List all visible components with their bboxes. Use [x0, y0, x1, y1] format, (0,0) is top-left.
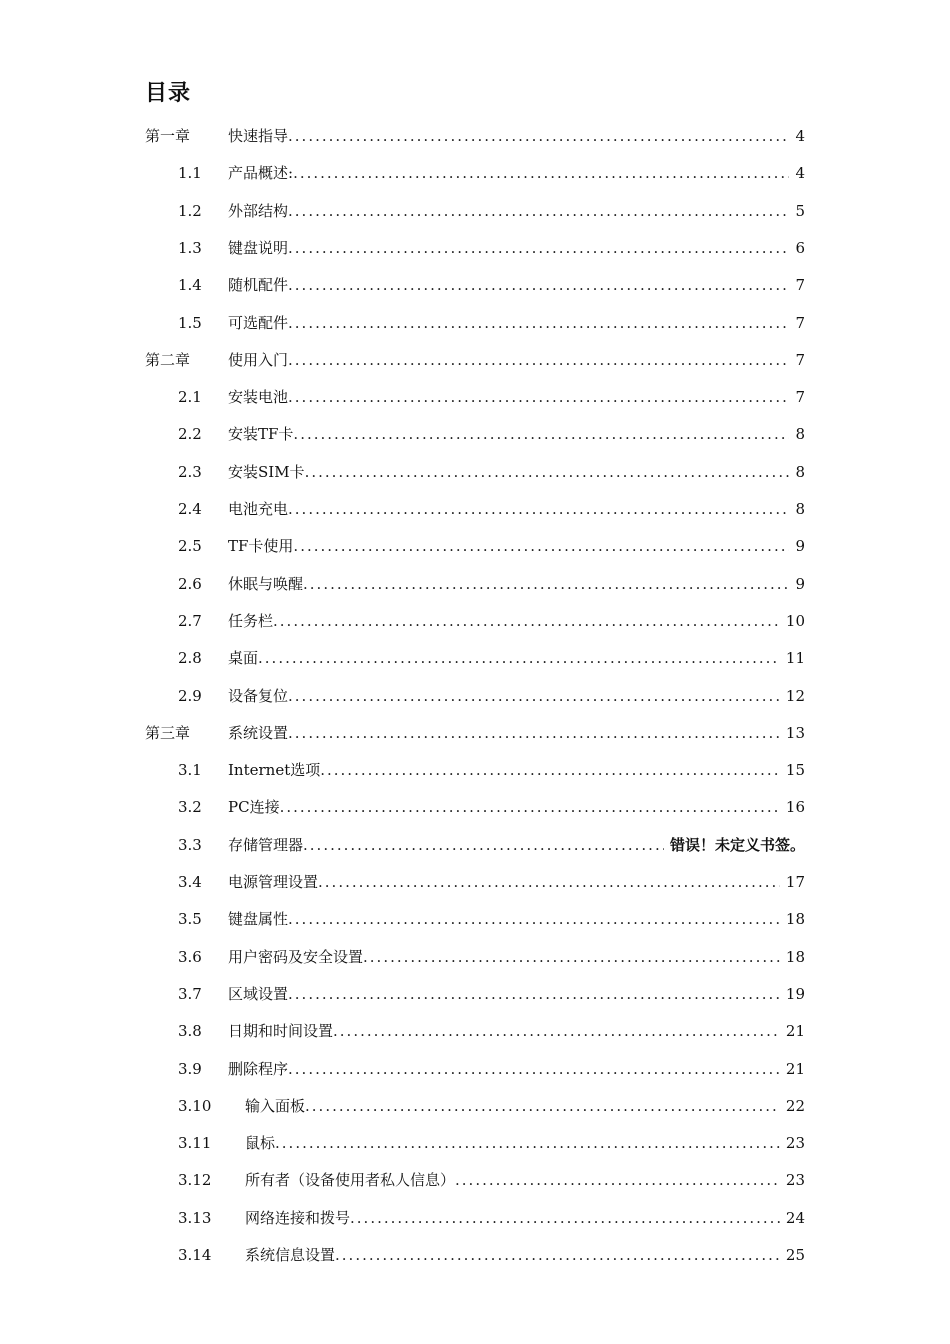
toc-entry-number: 第二章: [145, 350, 191, 369]
toc-entry-number: 2.2: [178, 425, 202, 444]
dot-leader: [275, 1125, 780, 1162]
toc-entry-title: 系统设置: [228, 723, 289, 742]
toc-entry-title: 所有者（设备使用者私人信息）: [245, 1171, 456, 1190]
toc-entry-page: 12: [785, 686, 805, 705]
toc-entry[interactable]: [0, 752, 950, 789]
toc-entry[interactable]: [0, 416, 950, 453]
toc-entry-page: 15: [785, 761, 805, 780]
dot-leader: [288, 342, 789, 379]
dot-leader: [280, 789, 780, 826]
toc-entry-page: 11: [785, 649, 805, 668]
toc-entry-title: 外部结构: [228, 201, 289, 220]
toc-entry-number: 2.7: [178, 611, 202, 630]
toc-entry-number: 2.1: [178, 388, 202, 407]
toc-entry-number: 2.5: [178, 537, 202, 556]
dot-leader: [333, 1013, 780, 1050]
toc-entry-title: 输入面板: [245, 1096, 306, 1115]
toc-entry[interactable]: [0, 789, 950, 826]
toc-entry-title: 可选配件: [228, 313, 289, 332]
toc-entry-title: 日期和时间设置: [228, 1022, 334, 1041]
dot-leader: [350, 1200, 780, 1237]
toc-entry-page: 23: [785, 1171, 805, 1190]
toc-entry-title: Internet选项: [228, 761, 321, 780]
toc-entry-number: 1.5: [178, 313, 202, 332]
toc-entry-page: 8: [795, 500, 805, 518]
dot-leader: [293, 416, 789, 453]
dot-leader: [288, 976, 780, 1013]
toc-entry[interactable]: [0, 1162, 950, 1199]
toc-entry-number: 3.10: [178, 1096, 212, 1115]
toc-entry-page: 23: [785, 1134, 805, 1153]
toc-entry-page-error: 错误！未定义书签。: [669, 835, 805, 854]
toc-entry-title: 键盘说明: [228, 238, 289, 257]
toc-entry-page: 18: [785, 947, 805, 966]
toc-entry-number: 2.9: [178, 686, 202, 705]
toc-entry-page: 21: [785, 1059, 805, 1078]
toc-entry-page: 18: [785, 910, 805, 929]
toc-entry-number: 3.5: [178, 910, 202, 929]
toc-entry-number: 3.7: [178, 984, 202, 1003]
dot-leader: [288, 305, 789, 342]
toc-entry-title: 随机配件: [228, 276, 289, 295]
toc-entry-page: 7: [795, 313, 805, 332]
toc-entry[interactable]: [0, 230, 950, 267]
toc-entry-title: 产品概述:: [228, 164, 294, 183]
toc-entry-title: 区域设置: [228, 984, 289, 1003]
toc-entry-number: 3.2: [178, 798, 202, 817]
toc-entry-title: 删除程序: [228, 1059, 289, 1078]
toc-entry-title: 休眠与唤醒: [228, 574, 304, 593]
toc-entry[interactable]: [0, 1125, 950, 1162]
toc-entry[interactable]: [0, 827, 950, 864]
toc-entry-number: 1.3: [178, 238, 202, 257]
toc-entry[interactable]: [0, 1013, 950, 1050]
toc-entry[interactable]: [0, 864, 950, 901]
toc-entry-title: PC连接: [228, 798, 280, 817]
toc-entry-title: 设备复位: [228, 686, 289, 705]
dot-leader: [293, 528, 789, 565]
toc-entry[interactable]: [0, 342, 950, 379]
toc-entry-title: 网络连接和拨号: [245, 1208, 351, 1227]
toc-heading: 目录: [145, 81, 192, 106]
dot-leader: [288, 678, 780, 715]
toc-entry-page: 8: [795, 462, 805, 481]
dot-leader: [288, 379, 789, 416]
toc-entry[interactable]: [0, 491, 950, 528]
toc-entry-page: 16: [785, 798, 805, 817]
toc-entry-number: 3.1: [178, 761, 202, 780]
toc-entry-number: 3.13: [178, 1208, 212, 1227]
toc-entry-number: 3.11: [178, 1134, 212, 1153]
toc-entry[interactable]: [0, 566, 950, 603]
toc-entry-page: 24: [785, 1208, 805, 1227]
toc-entry-page: 4: [795, 164, 805, 183]
toc-entry-number: 1.4: [178, 276, 202, 295]
toc-entry-title: 安装SIM卡: [228, 462, 305, 481]
toc-entry-page: 17: [785, 873, 805, 891]
toc-entry-title: 电源管理设置: [228, 873, 319, 891]
toc-entry[interactable]: [0, 528, 950, 565]
toc-entry[interactable]: [0, 901, 950, 938]
dot-leader: [258, 640, 780, 677]
dot-leader: [363, 939, 780, 976]
toc-entry-page: 6: [795, 238, 805, 257]
toc-entry[interactable]: [0, 603, 950, 640]
dot-leader: [288, 901, 780, 938]
dot-leader: [455, 1162, 780, 1199]
dot-leader: [273, 603, 780, 640]
dot-leader: [320, 752, 780, 789]
toc-entry-page: 25: [785, 1246, 805, 1264]
toc-entry-number: 2.8: [178, 649, 202, 668]
toc-entry-number: 3.12: [178, 1171, 212, 1190]
dot-leader: [288, 230, 789, 267]
toc-entry-page: 19: [785, 984, 805, 1003]
toc-entry-title: 任务栏: [228, 611, 274, 630]
toc-entry-page: 7: [795, 388, 805, 407]
toc-entry-number: 2.6: [178, 574, 202, 593]
toc-entry-number: 1.2: [178, 201, 202, 220]
toc-entry[interactable]: [0, 939, 950, 976]
toc-entry[interactable]: [0, 454, 950, 491]
dot-leader: [288, 1051, 780, 1088]
toc-entry[interactable]: [0, 640, 950, 677]
dot-leader: [303, 566, 789, 603]
dot-leader: [288, 491, 789, 528]
toc-entry-title: 安装TF卡: [228, 425, 294, 444]
toc-entry[interactable]: [0, 1237, 950, 1274]
toc-entry-number: 3.14: [178, 1246, 212, 1264]
toc-entry-title: 安装电池: [228, 388, 289, 407]
dot-leader: [288, 715, 780, 752]
toc-entry-title: 鼠标: [245, 1134, 276, 1153]
toc-entry-page: 21: [785, 1022, 805, 1041]
toc-entry-title: 键盘属性: [228, 910, 289, 929]
toc-entry-number: 3.9: [178, 1059, 202, 1078]
toc-entry-page: 9: [795, 574, 805, 593]
toc-entry-title: TF卡使用: [228, 537, 294, 556]
dot-leader: [288, 267, 789, 304]
dot-leader: [288, 193, 789, 230]
dot-leader: [318, 864, 780, 901]
toc-entry-title: 用户密码及安全设置: [228, 947, 364, 966]
dot-leader: [288, 118, 789, 155]
toc-entry-page: 4: [795, 127, 805, 145]
toc-entry-page: 7: [795, 350, 805, 369]
toc-entry-title: 系统信息设置: [245, 1246, 336, 1264]
toc-entry-number: 第三章: [145, 723, 191, 742]
dot-leader: [303, 827, 664, 864]
toc-entry-title: 电池充电: [228, 500, 289, 518]
toc-entry[interactable]: [0, 193, 950, 230]
toc-entry[interactable]: [0, 678, 950, 715]
toc-entry[interactable]: [0, 155, 950, 192]
toc-entry-title: 桌面: [228, 649, 259, 668]
toc-entry-page: 9: [795, 537, 805, 556]
dot-leader: [293, 155, 789, 192]
toc-entry-number: 1.1: [178, 164, 202, 183]
toc-entry-page: 7: [795, 276, 805, 295]
toc-entry-page: 5: [795, 201, 805, 220]
toc-entry-number: 3.6: [178, 947, 202, 966]
toc-entry[interactable]: [0, 1051, 950, 1088]
toc-entry[interactable]: [0, 305, 950, 342]
toc-entry-number: 2.4: [178, 500, 202, 518]
toc-entry[interactable]: [0, 379, 950, 416]
toc-entry[interactable]: [0, 267, 950, 304]
toc-entry-number: 2.3: [178, 462, 202, 481]
toc-entry-title: 存储管理器: [228, 835, 304, 854]
toc-entry-title: 使用入门: [228, 350, 289, 369]
toc-entry-number: 3.8: [178, 1022, 202, 1041]
toc-entry-page: 13: [785, 723, 805, 742]
dot-leader: [305, 1088, 780, 1125]
toc-entry[interactable]: [0, 1200, 950, 1237]
toc-entry-page: 22: [785, 1096, 805, 1115]
toc-entry[interactable]: [0, 1088, 950, 1125]
toc-entry-number: 第一章: [145, 127, 191, 145]
toc-entry-title: 快速指导: [228, 127, 289, 145]
toc-entry[interactable]: [0, 976, 950, 1013]
toc-entry-page: 10: [785, 611, 805, 630]
toc-entry[interactable]: [0, 715, 950, 752]
toc-entry-page: 8: [795, 425, 805, 444]
dot-leader: [305, 454, 790, 491]
toc-entry[interactable]: [0, 118, 950, 155]
toc-entry-number: 3.4: [178, 873, 202, 891]
toc-entry-number: 3.3: [178, 835, 202, 854]
dot-leader: [335, 1237, 780, 1274]
